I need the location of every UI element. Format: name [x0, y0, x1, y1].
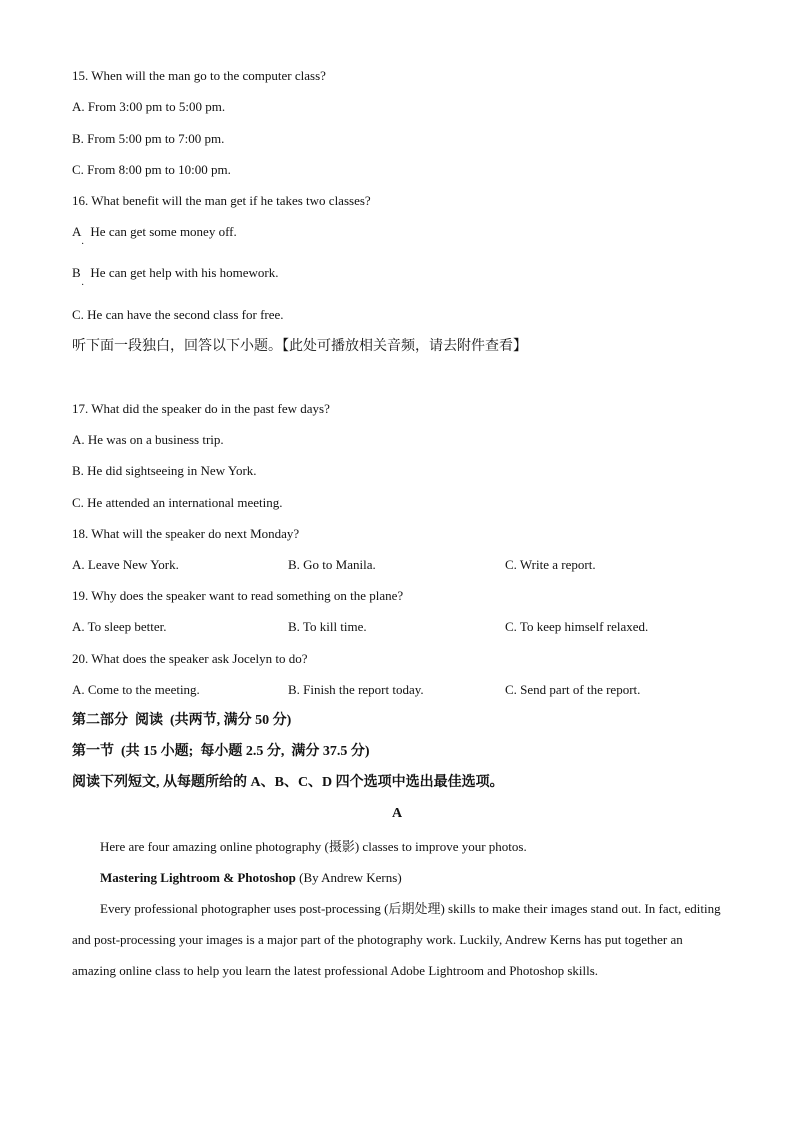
question-17-option-c: C. He attended an international meeting. — [72, 495, 283, 510]
passage-letter: A — [391, 806, 403, 821]
question-17-option-b: B. He did sightseeing in New York. — [72, 463, 257, 478]
class-one-body: Every professional photographer uses post-processing (后期处理) skills to make their images stand out. In fact, editing and post-processing your images is a major part of the photography work. Luckily, Andrew Kerns has put together an amazing online class to help you learn the latest professional Adobe Lightroom and Photoshop skills. — [72, 901, 721, 978]
question-16-option-c: C. He can have the second class for free. — [72, 307, 284, 322]
question-19-option-a: A. To sleep better. — [72, 619, 167, 634]
stray-dot-mark: · — [81, 280, 85, 291]
question-16-option-b: B He can get help with his homework. — [72, 265, 279, 280]
monologue-instruction: 听下面一段独白，回答以下小题。【此处可播放相关音频，请去附件查看】 — [72, 339, 527, 354]
question-19-stem: 19. Why does the speaker want to read something on the plane? — [72, 588, 404, 603]
question-15-option-a: A. From 3:00 pm to 5:00 pm. — [72, 99, 226, 114]
question-20-stem: 20. What does the speaker ask Jocelyn to do? — [72, 651, 308, 666]
question-18-option-b: B. Go to Manila. — [288, 557, 376, 572]
question-17-option-a: A. He was on a business trip. — [72, 432, 224, 447]
class-one-heading — [72, 862, 722, 893]
question-20-option-b: B. Finish the report today. — [288, 682, 424, 697]
question-19-option-c: C. To keep himself relaxed. — [505, 619, 649, 634]
question-18-option-a: A. Leave New York. — [72, 557, 179, 572]
question-18-option-c: C. Write a report. — [505, 557, 596, 572]
reading-instruction: 阅读下列短文, 从每题所给的 A、B、C、D 四个选项中选出最佳选项。 — [72, 775, 504, 790]
question-20-option-c: C. Send part of the report. — [505, 682, 641, 697]
passage-intro: Here are four amazing online photography (摄影) classes to improve your photos. — [100, 839, 527, 854]
class-one-title: Mastering Lightroom & Photoshop — [100, 870, 296, 885]
question-18-stem: 18. What will the speaker do next Monday? — [72, 526, 300, 541]
question-16-stem: 16. What benefit will the man get if he takes two classes? — [72, 193, 371, 208]
stray-dot-mark: · — [81, 239, 85, 250]
question-15-stem: 15. When will the man go to the computer class? — [72, 68, 326, 83]
question-19-option-b: B. To kill time. — [288, 619, 367, 634]
question-17-stem: 17. What did the speaker do in the past few days? — [72, 401, 330, 416]
part-two-heading: 第二部分 阅读 (共两节, 满分 50 分) — [72, 713, 292, 728]
question-15-option-b: B. From 5:00 pm to 7:00 pm. — [72, 131, 225, 146]
question-16-option-a: A He can get some money off. — [72, 224, 237, 239]
question-15-option-c: C. From 8:00 pm to 10:00 pm. — [72, 162, 231, 177]
question-20-option-a: A. Come to the meeting. — [72, 682, 200, 697]
class-one-author: (By Andrew Kerns) — [295, 870, 402, 885]
section-one-heading: 第一节 (共 15 小题; 每小题 2.5 分, 满分 37.5 分) — [72, 744, 370, 759]
